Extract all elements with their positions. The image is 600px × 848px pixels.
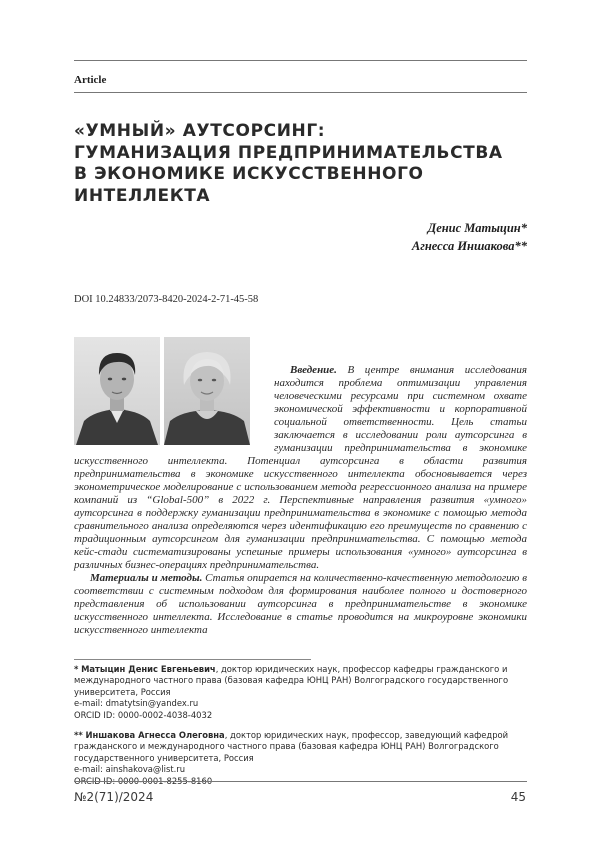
- footer-rule: [74, 781, 527, 782]
- section-rule: [74, 92, 527, 93]
- methods-label: Материалы и методы.: [90, 572, 203, 584]
- footnote-author-desc: , доктор юридических наук, профессор кафедры гражданского и международного частного права (базовая кафедра ЮНЦ РАН) Волгоградского государственного университета, Россия: [74, 664, 509, 697]
- title-line: ГУМАНИЗАЦИЯ ПРЕДПРИНИМАТЕЛЬСТВА: [74, 142, 503, 163]
- title-line: ИНТЕЛЛЕКТА: [74, 185, 211, 206]
- footnote-author-name: Матыцин Денис Евгеньевич: [81, 664, 216, 674]
- title-line: В ЭКОНОМИКЕ ИСКУССТВЕННОГО: [74, 164, 424, 184]
- article-title: [74, 121, 527, 207]
- abstract: [74, 364, 527, 637]
- footnotes: [74, 664, 529, 796]
- footnote-orcid: ORCID ID: 0000-0001-8255-8160: [74, 775, 213, 786]
- top-rule: [74, 60, 527, 61]
- intro-label: Введение.: [290, 364, 337, 376]
- abstract-methods: [74, 572, 527, 637]
- section-label: Article: [74, 74, 107, 86]
- intro-text: В центре внимания исследования находится проблема оптимизации управления человеческими ресурсами при системном охвате экономической эффективности и корпоративной социальной ответственности. Цель статьи заключается в исследовании роли аутсорсинга в гуманизации предпринимательства в экономике искусственного интеллекта. Потенциал аутсорсинга в области развития предпринимательства в экономике искусственного интеллекта обосновывается через эконометрическое моделирование с использованием метода регрессионного анализа на примере компаний из “Global-500” в 2022 г. Перспективные направления развития «умного» аутсорсинга в поддержку гуманизации предпринимательства в экономике с помощью метода сравнительного анализа определяются через идентификацию его преимуществ по сравнению с традиционным аутсорсингом для гуманизации предпринимательства. С помощью метода кейс-стади систематизированы успешные примеры использования «умного» аутсорсинга в различных бизнес-операциях предпринимательства.: [74, 364, 527, 571]
- methods-text: Статья опирается на количественно-качественную методологию в соответствии с системным подходом для формирования наиболее полного и достоверного представления об использовании аутсорсинга в предпринимательстве в экономике искусственного интеллекта. Исследование в статье проводится на микроуровне экономики искусственного интеллекта: [74, 572, 527, 636]
- page-number: 45: [510, 790, 526, 804]
- footnote-email: e-mail: dmatytsin@yandex.ru: [74, 698, 199, 709]
- footnote: [74, 730, 529, 787]
- footnote-email: e-mail: ainshakova@list.ru: [74, 764, 186, 775]
- journal-issue: №2(71)/2024: [74, 790, 154, 804]
- footnote-orcid: ORCID ID: 0000-0002-4038-4032: [74, 709, 213, 720]
- author-name: Агнесса Иншакова**: [411, 239, 527, 253]
- footnote: [74, 664, 529, 721]
- author-name: Денис Матыцин*: [427, 221, 527, 235]
- photo-spacer: [74, 364, 274, 454]
- doi: DOI 10.24833/2073-8420-2024-2-71-45-58: [74, 294, 259, 305]
- footnote-rule: [74, 659, 311, 660]
- authors: [412, 219, 527, 255]
- footnote-mark: *: [74, 664, 79, 674]
- footnote-author-name: Иншакова Агнесса Олеговна: [85, 730, 225, 741]
- footnote-author-desc: , доктор юридических наук, профессор, заведующий кафедрой гражданского и международного частного права (базовая кафедра ЮНЦ РАН) Волгоградского государственного университета, Россия: [74, 730, 509, 763]
- footnote-mark: **: [74, 730, 83, 741]
- title-line: «УМНЫЙ» АУТСОРСИНГ:: [74, 121, 326, 141]
